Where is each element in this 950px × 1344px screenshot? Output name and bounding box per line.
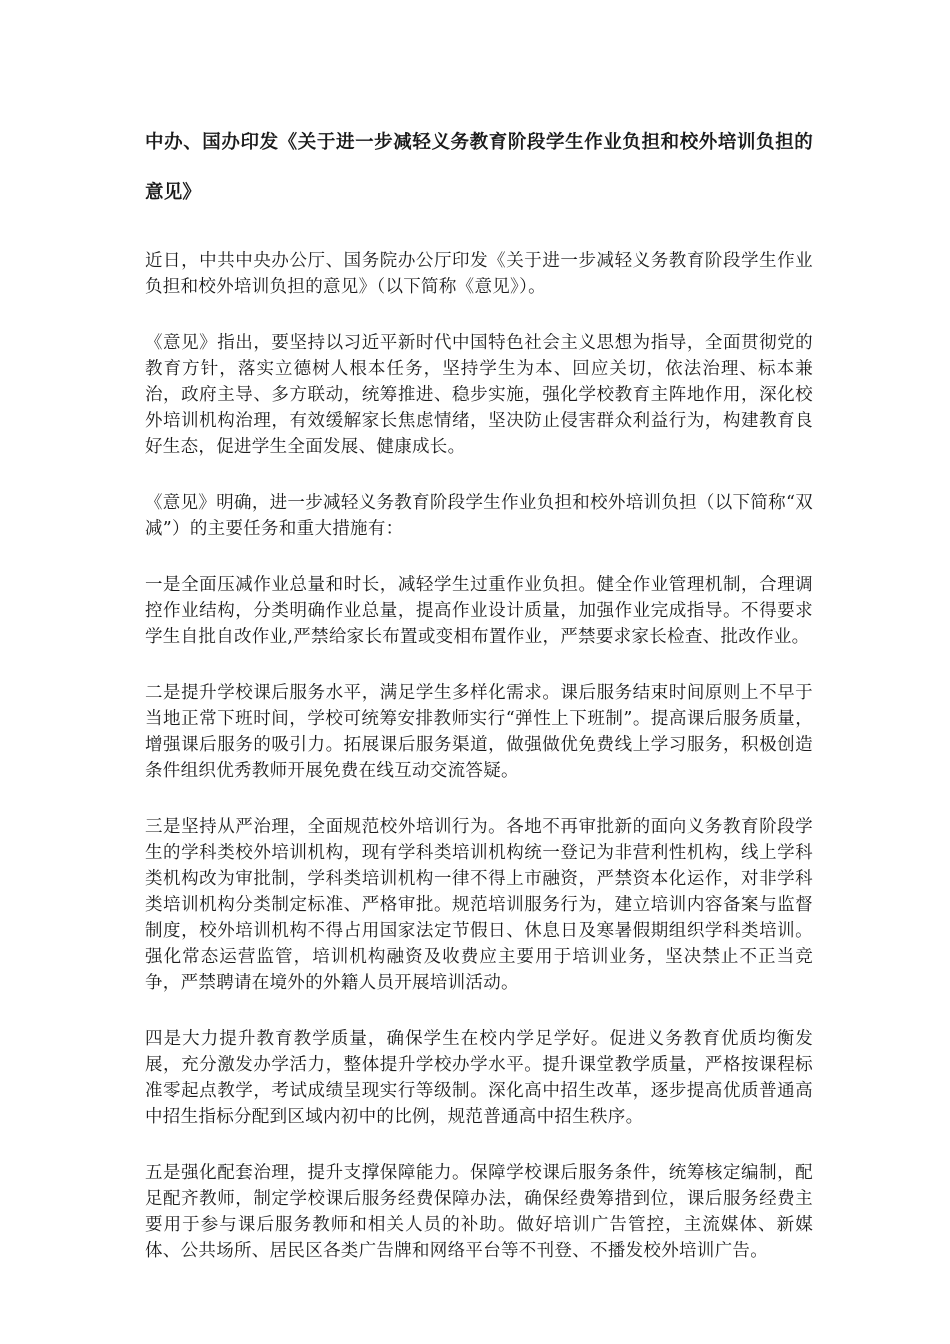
paragraph-task-4: 四是大力提升教育教学质量，确保学生在校内学足学好。促进义务教育优质均衡发展，充分激发办学活力，整体提升学校办学水平。提升课堂教学质量，严格按课程标准零起点教学，考试成绩呈现实行等级制。深化高中招生改革，逐步提高优质普通高中招生指标分配到区域内初中的比例，规范普通高中招生秩序。 — [145, 1029, 813, 1127]
paragraph-guidance: 《意见》指出，要坚持以习近平新时代中国特色社会主义思想为指导，全面贯彻党的教育方针，落实立德树人根本任务，坚持学生为本、回应关切，依法治理、标本兼治，政府主导、多方联动，统筹推进、稳步实施，强化学校教育主阵地作用，深化校外培训机构治理，有效缓解家长焦虑情绪，坚决防止侵害群众利益行为，构建教育良好生态，促进学生全面发展、健康成长。 — [145, 333, 813, 457]
paragraph-task-5: 五是强化配套治理，提升支撑保障能力。保障学校课后服务条件，统筹核定编制，配足配齐教师，制定学校课后服务经费保障办法，确保经费筹措到位，课后服务经费主要用于参与课后服务教师和相关人员的补助。做好培训广告管控，主流媒体、新媒体、公共场所、居民区各类广告牌和网络平台等不刊登、不播发校外培训广告。 — [145, 1163, 813, 1261]
document-title: 中办、国办印发《关于进一步减轻义务教育阶段学生作业负担和校外培训负担的意见》 — [145, 132, 813, 203]
paragraph-task-1: 一是全面压减作业总量和时长，减轻学生过重作业负担。健全作业管理机制，合理调控作业结构，分类明确作业总量，提高作业设计质量，加强作业完成指导。不得要求学生自批自改作业,严禁给家长布置或变相布置作业，严禁要求家长检查、批改作业。 — [145, 575, 813, 647]
document-page — [145, 118, 813, 1294]
paragraph-intro: 近日，中共中央办公厅、国务院办公厅印发《关于进一步减轻义务教育阶段学生作业负担和校外培训负担的意见》（以下简称《意见》）。 — [145, 251, 813, 297]
paragraph-task-3: 三是坚持从严治理，全面规范校外培训行为。各地不再审批新的面向义务教育阶段学生的学科类校外培训机构，现有学科类培训机构统一登记为非营利性机构，线上学科类机构改为审批制，学科类培训机构一律不得上市融资，严禁资本化运作，对非学科类培训机构分类制定标准、严格审批。规范培训服务行为，建立培训内容备案与监督制度，校外培训机构不得占用国家法定节假日、休息日及寒暑假期组织学科类培训。强化常态运营监管，培训机构融资及收费应主要用于培训业务，坚决禁止不正当竞争，严禁聘请在境外的外籍人员开展培训活动。 — [145, 817, 813, 993]
paragraph-tasks-intro: 《意见》明确，进一步减轻义务教育阶段学生作业负担和校外培训负担（以下简称“双减”）的主要任务和重大措施有： — [145, 493, 813, 539]
paragraph-task-2: 二是提升学校课后服务水平，满足学生多样化需求。课后服务结束时间原则上不早于当地正常下班时间，学校可统筹安排教师实行“弹性上下班制”。提高课后服务质量，增强课后服务的吸引力。拓展课后服务渠道，做强做优免费线上学习服务，积极创造条件组织优秀教师开展免费在线互动交流答疑。 — [145, 683, 813, 781]
